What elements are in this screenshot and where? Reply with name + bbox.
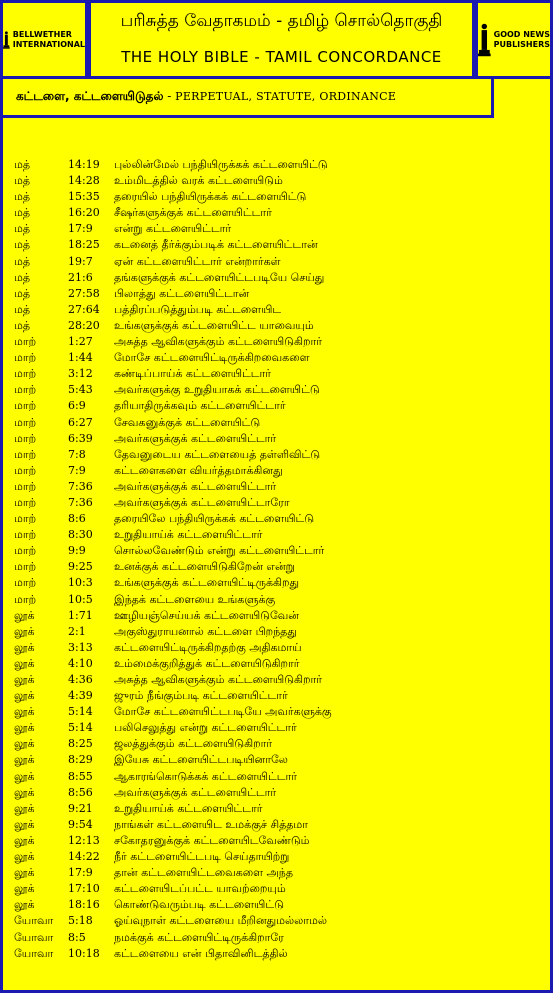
book-abbrev: மாற் [14,431,37,445]
verse-text: அவர்களுக்குக் கட்டளையிட்டாரோ [114,495,290,509]
book-abbrev: லூக் [14,737,35,751]
verse-ref: 6:39 [68,431,93,445]
book-abbrev: மாற் [14,383,37,397]
book-abbrev: மாற் [14,544,37,558]
verse-ref: 17:9 [68,866,93,880]
verse-text: உறுதியாய்க் கட்டளையிட்டார் [114,528,263,542]
verse-ref: 27:64 [68,302,100,316]
book-abbrev: மாற் [14,335,37,349]
verse-text: நமக்குக் கட்டளையிட்டிருக்கிறாரே [114,930,284,944]
verse-ref: 14:19 [68,158,100,171]
verse-ref: 7:36 [68,495,93,509]
book-abbrev: லூக் [14,882,35,896]
book-abbrev: மாற் [14,399,37,413]
verse-ref: 8:30 [68,528,93,542]
book-abbrev: மத் [14,238,31,252]
verse-ref: 8:5 [68,930,86,944]
verse-ref: 1:71 [68,608,93,622]
verse-text: மோசே கட்டளையிட்டபடியே அவர்களுக்கு [114,705,332,719]
verse-text: பத்திரப்படுத்தும்படி கட்டளையிட [114,302,282,316]
verse-ref: 5:14 [68,721,93,735]
verse-text: தரையிலே பந்தியிருக்கக் கட்டளையிட்டு [114,512,315,526]
good-news-logo [475,0,553,79]
verse-text: அவர்களுக்குக் கட்டளையிட்டார் [114,479,277,493]
book-abbrev: மாற் [14,447,37,461]
verse-ref: 3:12 [68,367,93,381]
verse-text: ஓய்வுநாள் கட்டளையை மீறினதுமல்லாமல் [114,914,328,928]
book-abbrev: மத் [14,158,31,171]
verse-ref: 6:9 [68,399,86,413]
topic-heading [16,89,396,105]
verse-text: என்று கட்டளையிட்டார் [114,222,232,236]
verse-text: அகுஸ்துராயனால் கட்டளை பிறந்தது [114,624,297,638]
book-abbrev: யோவா [14,930,54,944]
topic-separator: - [163,89,176,103]
verse-ref: 4:36 [68,673,93,686]
verse-ref: 9:9 [68,544,86,558]
bellwether-logo [0,0,88,79]
verse-text: ஆகாரங்கொடுக்கக் கட்டளையிட்டார் [114,769,297,783]
topic-box [0,79,494,118]
verse-ref: 2:1 [68,624,86,638]
verse-text: புல்லின்மேல் பந்தியிருக்கக் கட்டளையிட்டு [114,158,328,171]
verse-ref: 8:55 [68,769,93,783]
verse-text: அசுத்த ஆவிகளுக்கும் கட்டளையிடுகிறார் [114,335,322,349]
verse-ref: 5:14 [68,705,93,719]
book-abbrev: மத் [14,254,31,268]
verse-ref: 10:18 [68,946,100,960]
book-abbrev: லூக் [14,673,35,686]
verse-text: கடனைத் தீர்க்கும்படிக் கட்டளையிட்டான் [114,238,318,252]
book-abbrev: மாற் [14,592,37,606]
topic-english: PERPETUAL, STATUTE, ORDINANCE [175,90,397,103]
verse-text: உங்களுக்குக் கட்டளையிட்டிருக்கிறது [114,576,300,590]
verse-ref: 10:5 [68,592,93,606]
verse-ref: 5:43 [68,383,93,397]
verse-ref: 6:27 [68,415,93,429]
book-abbrev: லூக் [14,721,35,735]
verse-ref: 12:13 [68,833,100,847]
book-abbrev: லூக் [14,769,35,783]
verse-text: அசுத்த ஆவிகளுக்கும் கட்டளையிடுகிறார் [114,673,322,686]
book-abbrev: மத் [14,302,31,316]
verse-text: தங்களுக்குக் கட்டளையிட்டபடியே செய்து [114,270,325,284]
book-abbrev: மாற் [14,512,37,526]
verse-text: தரியாதிருக்கவும் கட்டளையிட்டார் [114,399,286,413]
verse-ref: 7:9 [68,463,86,477]
verse-text: சொல்லவேண்டும் என்று கட்டளையிட்டார் [114,544,325,558]
verse-ref: 16:20 [68,206,100,220]
verse-ref: 18:25 [68,238,100,252]
verse-text: உம்மிடத்தில் வரக் கட்டளையிடும் [114,174,283,188]
verse-ref: 10:3 [68,576,93,590]
book-abbrev: லூக் [14,817,35,831]
book-abbrev: லூக் [14,833,35,847]
verse-ref: 14:28 [68,174,100,188]
book-abbrev: மாற் [14,560,37,574]
verse-ref: 8:29 [68,753,93,767]
figure-icon [3,21,10,59]
verse-ref: 7:36 [68,479,93,493]
book-abbrev: மாற் [14,351,37,365]
verse-text: கட்டளைகளை வியர்த்தமாக்கினது [114,463,283,477]
book-abbrev: மாற் [14,495,37,509]
book-abbrev: மத் [14,206,31,220]
book-abbrev: லூக் [14,898,35,912]
book-abbrev: லூக் [14,608,35,622]
verse-ref: 9:21 [68,801,93,815]
verse-ref: 7:8 [68,447,86,461]
verse-ref: 19:7 [68,254,93,268]
book-abbrev: மத் [14,286,31,300]
verse-text: பலிசெலுத்து என்று கட்டளையிட்டார் [114,721,297,735]
verse-text: ஜலத்துக்கும் கட்டளையிடுகிறார் [114,737,273,751]
verse-text: தேவனுடைய கட்டளையைத் தள்ளிவிட்டு [114,447,321,461]
book-abbrev: மாற் [14,415,37,429]
verse-text: ஜுரம் நீங்கும்படி கட்டளையிட்டார் [114,689,288,703]
logo-line-2: PUBLISHERS [493,39,550,49]
verse-ref: 3:13 [68,640,93,654]
verse-text: அவர்களுக்குக் கட்டளையிட்டார் [114,431,277,445]
verse-text: இந்தக் கட்டளையை உங்களுக்கு [114,592,276,606]
verse-ref: 21:6 [68,270,93,284]
book-abbrev: மத் [14,270,31,284]
verse-text: கொண்டுவரும்படி கட்டளையிட்டு [114,898,284,912]
verse-text: சகோதரனுக்குக் கட்டளையிடவேண்டும் [114,833,310,847]
verse-ref: 8:6 [68,512,86,526]
verse-ref: 14:22 [68,850,100,864]
title-english: THE HOLY BIBLE - TAMIL CONCORDANCE [121,48,442,66]
verse-ref: 17:9 [68,222,93,236]
book-abbrev: மாற் [14,528,37,542]
verse-ref: 15:35 [68,190,100,204]
verse-ref: 17:10 [68,882,100,896]
verse-text: அவர்களுக்கு உறுதியாகக் கட்டளையிட்டு [114,383,320,397]
verse-ref: 27:58 [68,286,100,300]
verse-text: இயேசு கட்டளையிட்டபடியினாலே [114,753,288,767]
verse-text: கட்டளையிட்டிருக்கிறதற்கு அதிகமாய் [114,640,302,654]
logo-line-1: GOOD NEWS [493,29,550,39]
verse-ref: 4:39 [68,689,93,703]
verse-ref: 9:25 [68,560,93,574]
book-abbrev: லூக் [14,850,35,864]
verse-text: அவர்களுக்குக் கட்டளையிட்டார் [114,785,277,799]
verse-text: ஏன் கட்டளையிட்டார் என்றார்கள் [114,254,281,268]
book-abbrev: மத் [14,190,31,204]
verse-text: தான் கட்டளையிட்டவைகளை அந்த [114,866,294,880]
logo-line-1: BELLWETHER [12,29,72,39]
book-abbrev: லூக் [14,866,35,880]
verse-text: தரையில் பந்தியிருக்கக் கட்டளையிட்டு [114,190,307,204]
logo-line-2: INTERNATIONAL [12,39,85,49]
book-abbrev: மாற் [14,463,37,477]
verse-ref: 5:18 [68,914,93,928]
book-abbrev: மாற் [14,479,37,493]
title-tamil: பரிசுத்த வேதாகமம் - தமிழ் சொல்தொகுதி [120,11,443,31]
topic-tamil: கட்டளை, கட்டளையிடுதல் [16,89,164,103]
book-abbrev: மாற் [14,576,37,590]
verse-ref: 9:54 [68,817,93,831]
verse-text: உம்மைக்குறித்துக் கட்டளையிடுகிறார் [114,656,300,670]
book-abbrev: லூக் [14,753,35,767]
book-abbrev: மத் [14,318,31,332]
book-abbrev: லூக் [14,801,35,815]
verse-text: கட்டளையை என் பிதாவினிடத்தில் [114,946,288,960]
verse-ref: 1:44 [68,351,93,365]
verse-ref: 28:20 [68,318,100,332]
figure-icon [478,21,491,59]
verse-text: நீர் கட்டளையிட்டபடி செய்தாயிற்று [114,850,290,864]
book-abbrev: லூக் [14,640,35,654]
verse-ref: 18:16 [68,898,100,912]
verse-text: சேவகனுக்குக் கட்டளையிட்டு [114,415,261,429]
verse-text: ஊழியஞ்செய்யக் கட்டளையிடுவேன் [114,608,299,622]
book-abbrev: மத் [14,222,31,236]
book-abbrev: லூக் [14,689,35,703]
verse-text: உறுதியாய்க் கட்டளையிட்டார் [114,801,263,815]
book-abbrev: யோவா [14,914,54,928]
title-box [88,0,475,79]
verse-text: கட்டளையிடப்பட்ட யாவற்றையும் [114,882,286,896]
verse-ref: 8:25 [68,737,93,751]
verse-text: கண்டிப்பாய்க் கட்டளையிட்டார் [114,367,272,381]
verse-ref: 4:10 [68,656,93,670]
verse-text: நாங்கள் கட்டளையிட உமக்குச் சித்தமா [114,817,309,831]
book-abbrev: லூக் [14,624,35,638]
verse-text: பிலாத்து கட்டளையிட்டான் [114,286,250,300]
book-abbrev: லூக் [14,705,35,719]
book-abbrev: மத் [14,174,31,188]
verse-text: மோசே கட்டளையிட்டிருக்கிறவைகளை [114,351,310,365]
book-abbrev: லூக் [14,656,35,670]
verse-text: சீஷர்களுக்குக் கட்டளையிட்டார் [114,206,272,220]
book-abbrev: யோவா [14,946,54,960]
verse-ref: 1:27 [68,335,93,349]
verse-ref: 8:56 [68,785,93,799]
verse-text: உங்களுக்குக் கட்டளையிட்ட யாவையும் [114,318,314,332]
verse-text: உனக்குக் கட்டளையிடுகிறேன் என்று [114,560,295,574]
book-abbrev: மாற் [14,367,37,381]
book-abbrev: லூக் [14,785,35,799]
